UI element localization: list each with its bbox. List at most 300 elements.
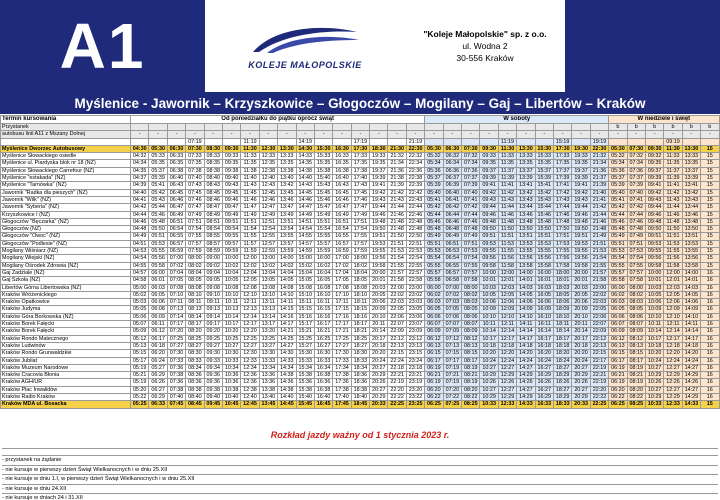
departure-time: 10:18	[480, 342, 498, 349]
table-row	[1, 393, 720, 400]
departure-time: 09:30	[222, 145, 240, 152]
dash-cell: -	[278, 131, 296, 138]
departure-time: 06:09	[149, 313, 167, 320]
departure-time: 07:37	[462, 175, 480, 182]
empty-cell	[462, 124, 480, 131]
departure-time: 10:14	[645, 328, 663, 335]
departure-time: 07:35	[186, 160, 204, 167]
departure-time: 16:34	[314, 364, 332, 371]
departure-time: 04:48	[131, 226, 149, 233]
departure-time: 18:04	[351, 269, 369, 276]
table-row	[1, 160, 720, 167]
departure-time: 15:37	[535, 167, 553, 174]
departure-time: 11:42	[498, 189, 516, 196]
departure-time: 13:36	[259, 379, 277, 386]
departure-time: 20:01	[572, 277, 590, 284]
departure-time: 14:38	[278, 386, 296, 393]
departure-time: 07:08	[167, 284, 185, 291]
departure-time: 14:24	[517, 357, 535, 364]
departure-time: 15:33	[535, 153, 553, 160]
departure-time: 09:33	[222, 153, 240, 160]
departure-time: 08:06	[462, 313, 480, 320]
dash-cell: -	[535, 131, 553, 138]
departure-time: 14:27	[517, 386, 535, 393]
departure-time: 18:00	[553, 269, 571, 276]
table-row	[1, 218, 720, 225]
departure-time: 14:20	[517, 350, 535, 357]
departure-time: 09:39	[645, 175, 663, 182]
departure-time: 16:00	[314, 255, 332, 262]
departure-time: 19:35	[572, 160, 590, 167]
departure-time: 22:20	[590, 386, 608, 393]
timetable	[0, 115, 720, 409]
departure-time: 19:53	[370, 240, 388, 247]
departure-time: 05:55	[425, 262, 443, 269]
departure-time: 12:33	[259, 153, 277, 160]
departure-time: 07:19	[443, 379, 461, 386]
departure-time: 11:57	[241, 240, 259, 247]
departure-time: 04:32	[131, 153, 149, 160]
departure-time: 07:54	[462, 255, 480, 262]
departure-time: 05:49	[425, 233, 443, 240]
departure-time: 19:50	[370, 226, 388, 233]
departure-time: 21:49	[590, 233, 608, 240]
departure-time: 17:05	[333, 277, 351, 284]
departure-time: 17:44	[553, 204, 571, 211]
departure-time: 12:27	[498, 364, 516, 371]
departure-time: 15:38	[296, 386, 314, 393]
departure-time: 05:48	[609, 226, 627, 233]
departure-time: 08:00	[462, 284, 480, 291]
stop-name: Głogoczów "Podlesie" (NŻ)	[1, 240, 131, 247]
departure-time: 21:34	[388, 160, 406, 167]
departure-time: 12:14	[664, 328, 682, 335]
departure-time: 10:34	[222, 364, 240, 371]
departure-time: 06:00	[425, 284, 443, 291]
departure-time: 05:39	[149, 175, 167, 182]
departure-time: 18:33	[351, 357, 369, 364]
departure-time: 08:36	[186, 372, 204, 379]
dash-cell: -	[517, 131, 535, 138]
departure-time: 08:05	[462, 306, 480, 313]
departure-time: 12:05	[241, 277, 259, 284]
departure-time: 11:51	[664, 233, 682, 240]
departure-time: 06:00	[149, 269, 167, 276]
departure-time: 07:39	[462, 182, 480, 189]
departure-time: 05:55	[609, 262, 627, 269]
departure-time: 09:30	[204, 350, 222, 357]
departure-time: 09:25	[204, 335, 222, 342]
departure-time: 21:48	[388, 226, 406, 233]
departure-time: 12:10	[664, 313, 682, 320]
departure-time: 17:40	[351, 175, 369, 182]
departure-time: 05:51	[425, 240, 443, 247]
departure-time: 06:03	[609, 299, 627, 306]
departure-time: 15:16	[296, 313, 314, 320]
departure-time: 07:21	[443, 372, 461, 379]
departure-time: 16:43	[333, 182, 351, 189]
departure-time: 19:35	[370, 160, 388, 167]
departure-time: 05:32	[609, 153, 627, 160]
departure-time: 07:17	[167, 321, 185, 328]
departure-time: 22:51	[406, 240, 424, 247]
departure-time: 22:30	[406, 145, 424, 152]
departure-time: 05:36	[609, 167, 627, 174]
departure-time: 22:34	[406, 160, 424, 167]
departure-time: 08:57	[204, 240, 222, 247]
departure-time: 20:17	[572, 335, 590, 342]
departure-time: 14:30	[278, 350, 296, 357]
departure-time: 19:42	[572, 189, 590, 196]
departure-time: 08:02	[462, 291, 480, 298]
departure-time: 14:00	[682, 269, 700, 276]
departure-time: 18:17	[553, 335, 571, 342]
departure-time: 15:51	[535, 233, 553, 240]
departure-time: 07:42	[627, 204, 645, 211]
departure-time: 08:38	[204, 167, 222, 174]
top-time: 11:19	[241, 138, 259, 145]
departure-time: 09:48	[645, 218, 663, 225]
departure-time: 16	[701, 284, 719, 291]
dash-cell: -	[498, 131, 516, 138]
departure-time: 17:34	[333, 364, 351, 371]
dash-cell: -	[590, 131, 608, 138]
departure-time: 15:15	[296, 306, 314, 313]
departure-time: 07:40	[186, 175, 204, 182]
dash-cell: -	[149, 131, 167, 138]
departure-time: 07:00	[443, 284, 461, 291]
departure-time: 12:29	[664, 393, 682, 400]
table-row	[1, 342, 720, 349]
departure-time: 21:42	[590, 204, 608, 211]
departure-time: 07:27	[167, 342, 185, 349]
departure-time: 08:25	[627, 401, 645, 408]
departure-time: 18:02	[351, 262, 369, 269]
departure-time: 10:01	[645, 277, 663, 284]
departure-time: 06:24	[149, 357, 167, 364]
departure-time: 07:49	[186, 211, 204, 218]
departure-time: 22:09	[388, 328, 406, 335]
departure-time: 06:59	[167, 248, 185, 255]
departure-time: 07:55	[462, 262, 480, 269]
departure-time: 13:02	[259, 262, 277, 269]
departure-time: 14:18	[682, 342, 700, 349]
departure-time: 22:15	[388, 350, 406, 357]
stop-name: Głogoczów (NŻ)	[1, 226, 131, 233]
departure-time: 10:00	[480, 269, 498, 276]
departure-time: 14:20	[682, 350, 700, 357]
company-street: ul. Wodna 2	[462, 41, 508, 51]
departure-time: 05:02	[131, 291, 149, 298]
departure-time: 05:41	[425, 196, 443, 203]
departure-time: 23:21	[406, 372, 424, 379]
departure-time: 12:35	[259, 160, 277, 167]
route-title: Myślenice - Jawornik – Krzyszkowice – Głogoczów – Mogilany – Gaj – Libertów – Kraków	[0, 94, 720, 114]
departure-time: 14:24	[682, 357, 700, 364]
stop-name: Mogilany Wiśniarz (NŻ)	[1, 248, 131, 255]
departure-time: 16	[701, 328, 719, 335]
departure-time: 22:03	[590, 299, 608, 306]
departure-time: 12:33	[664, 401, 682, 408]
departure-time: 15:33	[314, 153, 332, 160]
departure-time: 14:33	[278, 357, 296, 364]
departure-time: 14:40	[278, 393, 296, 400]
departure-time: 13:41	[517, 182, 535, 189]
departure-time: 14:40	[296, 175, 314, 182]
departure-time: 12:14	[241, 313, 259, 320]
departure-time: 09:14	[204, 313, 222, 320]
departure-time: 19:55	[572, 248, 590, 255]
departure-time: 16	[701, 357, 719, 364]
departure-time: 11:50	[498, 226, 516, 233]
departure-time: 16:38	[333, 167, 351, 174]
departure-time: 12:27	[241, 342, 259, 349]
departure-time: 08:00	[186, 255, 204, 262]
departure-time: 23:07	[406, 321, 424, 328]
departure-time: 20:09	[370, 306, 388, 313]
empty-cell	[259, 124, 277, 131]
departure-time: 07:51	[462, 240, 480, 247]
table-row	[1, 189, 720, 196]
departure-time: 11:56	[498, 255, 516, 262]
departure-time: 10:38	[222, 386, 240, 393]
dash-cell: -	[204, 131, 222, 138]
departure-time: 12:25	[241, 335, 259, 342]
departure-time: 06:26	[149, 379, 167, 386]
departure-time: 13:41	[682, 182, 700, 189]
departure-time: 14:08	[278, 284, 296, 291]
departure-time: 06:41	[443, 196, 461, 203]
departure-time: 12:40	[241, 393, 259, 400]
departure-time: 22:15	[590, 350, 608, 357]
departure-time: 06:19	[425, 364, 443, 371]
departure-time: 06:15	[425, 350, 443, 357]
departure-time: 15:43	[314, 182, 332, 189]
departure-time: 15:45	[314, 189, 332, 196]
departure-time: 10:25	[222, 335, 240, 342]
departure-time: 14:29	[682, 372, 700, 379]
departure-time: 15:55	[314, 233, 332, 240]
dash-cell: -	[406, 131, 424, 138]
stop-name: Myślenice "estakada" (NŻ)	[1, 175, 131, 182]
departure-time: 22:39	[406, 182, 424, 189]
empty-cell	[425, 124, 443, 131]
departure-time: 20:01	[370, 277, 388, 284]
departure-time: 07:36	[462, 167, 480, 174]
departure-time: 09:56	[645, 255, 663, 262]
departure-time: 12:38	[259, 167, 277, 174]
departure-time: 12:46	[259, 196, 277, 203]
departure-time: 16:10	[314, 291, 332, 298]
departure-time: 16	[701, 393, 719, 400]
table-row	[1, 313, 720, 320]
departure-time: 08:02	[186, 262, 204, 269]
departure-time: 09:08	[204, 284, 222, 291]
departure-time: 11:48	[664, 218, 682, 225]
departure-time: 09:35	[222, 160, 240, 167]
departure-time: 20:27	[572, 364, 590, 371]
company-info	[405, 0, 565, 92]
departure-time: 10:14	[222, 313, 240, 320]
company-logo	[205, 0, 405, 92]
departure-time: 07:30	[627, 145, 645, 152]
departure-time: 07:34	[462, 160, 480, 167]
departure-time: 21:48	[590, 226, 608, 233]
departure-time: 04:41	[131, 196, 149, 203]
departure-time: 14:21	[278, 328, 296, 335]
top-time	[627, 138, 645, 145]
departure-time: 21:46	[388, 211, 406, 218]
departure-time: 09:55	[222, 233, 240, 240]
departure-time: 13:53	[682, 240, 700, 247]
departure-time: 16	[701, 372, 719, 379]
departure-time: 15	[701, 145, 719, 152]
departure-time: 09:48	[480, 218, 498, 225]
empty-cell	[241, 124, 259, 131]
departure-time: 05:34	[609, 160, 627, 167]
departure-time: 08:36	[186, 379, 204, 386]
departure-time: 14:59	[296, 248, 314, 255]
sunday-header: W niedziele i święt	[609, 116, 719, 124]
departure-time: 16	[701, 321, 719, 328]
departure-time: 14:35	[296, 160, 314, 167]
departure-time: 10:26	[645, 379, 663, 386]
departure-time: 14:55	[296, 233, 314, 240]
departure-time: 07:46	[186, 196, 204, 203]
departure-time: 05:37	[609, 175, 627, 182]
departure-time: 16:10	[535, 313, 553, 320]
departure-time: 12:57	[259, 240, 277, 247]
departure-time: 17:10	[333, 291, 351, 298]
departure-time: 08:13	[462, 342, 480, 349]
departure-time: 06:12	[425, 335, 443, 342]
a11-note: autobusu linii A11 z Mszany Dolnej	[1, 131, 131, 138]
departure-time: 09:33	[204, 357, 222, 364]
departure-time: 15:43	[535, 196, 553, 203]
departure-time: 13:53	[517, 240, 535, 247]
departure-time: 10:05	[222, 277, 240, 284]
departure-time: 07:36	[167, 364, 185, 371]
empty-cell	[1, 138, 131, 145]
departure-time: 21:37	[590, 175, 608, 182]
departure-time: 16:33	[314, 357, 332, 364]
departure-time: 19:48	[370, 218, 388, 225]
departure-time: 06:49	[167, 211, 185, 218]
departure-time: 05:53	[149, 240, 167, 247]
departure-time: 16	[701, 299, 719, 306]
departure-time: 22:22	[388, 393, 406, 400]
departure-time: 07:51	[627, 240, 645, 247]
departure-time: 11:56	[664, 255, 682, 262]
departure-time: 07:48	[462, 226, 480, 233]
departure-time: 12:05	[664, 291, 682, 298]
stop-name: Kraków MDA ul. Bosacka	[1, 401, 131, 408]
departure-time: 09:55	[480, 248, 498, 255]
departure-time: 05:50	[149, 226, 167, 233]
departure-time: 07:46	[462, 218, 480, 225]
departure-time: 13:45	[278, 189, 296, 196]
departure-time: 14:10	[278, 291, 296, 298]
departure-time: 11:35	[241, 160, 259, 167]
departure-time: 21:36	[590, 167, 608, 174]
departure-time: 16:29	[535, 372, 553, 379]
departure-time: 06:20	[425, 386, 443, 393]
departure-time: 15:30	[296, 350, 314, 357]
dash-cell: -	[351, 131, 369, 138]
departure-time: 17:53	[553, 240, 571, 247]
departure-time: 15:11	[296, 299, 314, 306]
departure-time: 04:44	[131, 211, 149, 218]
departure-time: 17:39	[553, 175, 571, 182]
stop-name: Myślenice "Tarnówka" (NŻ)	[1, 182, 131, 189]
departure-time: 11:54	[241, 226, 259, 233]
dash-cell: -	[167, 131, 185, 138]
departure-time: 14:10	[682, 313, 700, 320]
departure-time: 10:36	[222, 372, 240, 379]
departure-time: 05:58	[425, 277, 443, 284]
departure-time: 14:27	[682, 364, 700, 371]
departure-time: 05:46	[609, 218, 627, 225]
dash-cell: -	[480, 131, 498, 138]
departure-time: 18:36	[351, 372, 369, 379]
departure-time: 16	[701, 269, 719, 276]
departure-time: 04:42	[131, 204, 149, 211]
departure-time: 12:36	[241, 372, 259, 379]
header	[0, 0, 720, 94]
departure-time: 12:09	[498, 306, 516, 313]
departure-time: 18:27	[351, 342, 369, 349]
departure-time: 10:03	[480, 284, 498, 291]
departure-time: 06:12	[149, 328, 167, 335]
dash-cell: -	[572, 131, 590, 138]
sunday-mark: b	[664, 124, 682, 131]
table-row	[1, 255, 720, 262]
table-row	[1, 226, 720, 233]
departure-time: 08:40	[186, 393, 204, 400]
departure-time: 09:33	[480, 153, 498, 160]
departure-time: 18:11	[351, 299, 369, 306]
departure-time: 16:08	[314, 284, 332, 291]
departure-time: 12:02	[241, 262, 259, 269]
departure-time: 19:48	[572, 218, 590, 225]
departure-time: 12:36	[241, 379, 259, 386]
departure-time: 07:57	[627, 269, 645, 276]
departure-time: 12:30	[241, 350, 259, 357]
departure-time: 18:18	[553, 342, 571, 349]
departure-time: 04:53	[131, 248, 149, 255]
stop-name: Jawornik "Wilk" (NŻ)	[1, 196, 131, 203]
departure-time: 15	[701, 401, 719, 408]
departure-time: 13:43	[682, 196, 700, 203]
departure-time: 11:41	[498, 182, 516, 189]
departure-time: 18:17	[351, 321, 369, 328]
departure-time: 18:30	[370, 145, 388, 152]
departure-time: 12:14	[498, 328, 516, 335]
departure-time: 18:21	[351, 328, 369, 335]
departure-time: 10:20	[480, 350, 498, 357]
departure-time: 12:11	[664, 321, 682, 328]
departure-time: 07:38	[186, 167, 204, 174]
departure-time: 06:08	[149, 306, 167, 313]
departure-time: 06:57	[167, 240, 185, 247]
departure-time: 08:09	[462, 328, 480, 335]
departure-time: 14:05	[278, 277, 296, 284]
departure-time: 12:27	[498, 386, 516, 393]
departure-time: 10:03	[645, 284, 663, 291]
departure-time: 05:22	[131, 393, 149, 400]
departure-time: 10:33	[480, 401, 498, 408]
departure-time: 08:43	[204, 182, 222, 189]
